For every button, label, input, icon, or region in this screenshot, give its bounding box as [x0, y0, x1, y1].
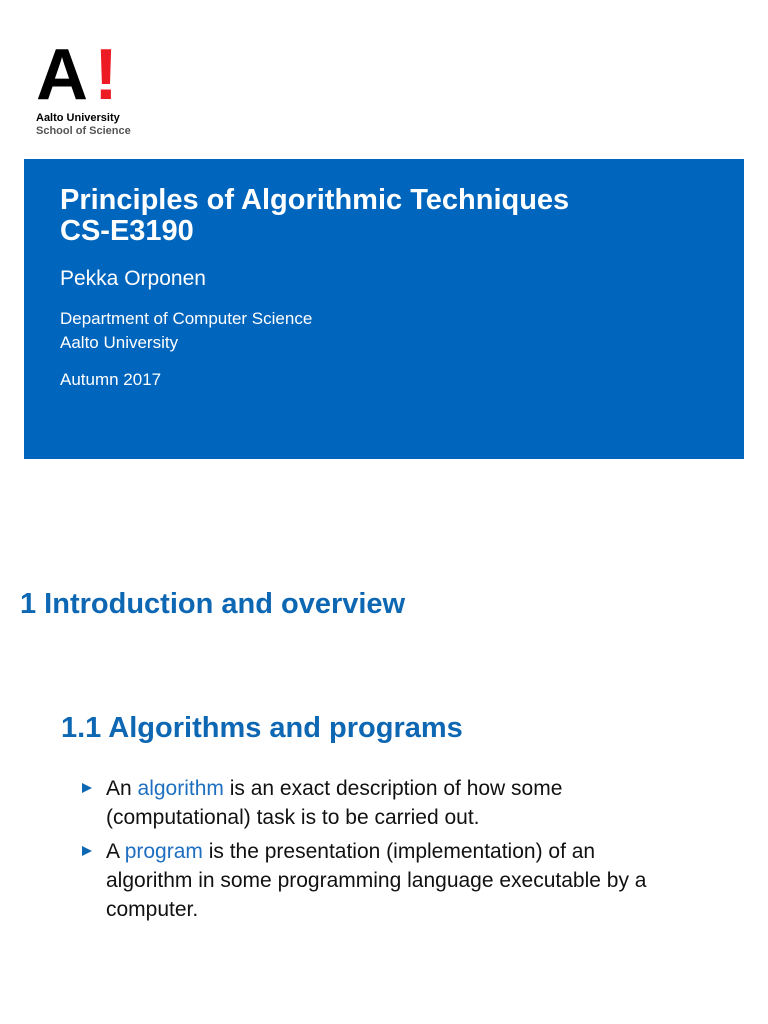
list-item: [82, 837, 722, 924]
aalto-logo: [36, 35, 156, 138]
bullet-line: [106, 774, 722, 803]
university: Aalto University: [60, 333, 179, 352]
title-line-2: CS-E3190: [60, 215, 194, 247]
section-heading: 1 Introduction and overview: [20, 588, 406, 620]
title-line-1: Principles of Algorithmic Techniques: [60, 184, 570, 216]
bullet-line: computer.: [106, 898, 199, 921]
slide-title: [60, 185, 569, 247]
bullet-line: (computational) task is to be carried out.: [106, 806, 480, 829]
bullet-line: [106, 837, 722, 866]
department: Department of Computer Science: [60, 309, 313, 328]
title-banner: [24, 159, 744, 459]
logo-letter-a: A: [36, 35, 86, 115]
bullet-list: [82, 774, 722, 929]
list-item: [82, 774, 722, 832]
bullet-text: is the presentation (implementation) of an: [202, 840, 596, 863]
logo-school-name: School of Science: [36, 125, 131, 137]
bullet-arrow-icon: [82, 846, 92, 856]
logo-exclamation: !: [94, 35, 118, 115]
author-name: Pekka Orponen: [60, 267, 206, 290]
bullet-text: An: [106, 777, 138, 800]
bullet-arrow-icon: [82, 783, 92, 793]
affiliation: [60, 307, 312, 355]
logo-mark: [36, 35, 156, 115]
bullet-text: A: [106, 840, 125, 863]
term-program: program: [124, 840, 203, 863]
bullet-text: is an exact description of how some: [223, 777, 563, 800]
subsection-heading: 1.1 Algorithms and programs: [61, 712, 463, 744]
bullet-line: algorithm in some programming language executable by a: [106, 869, 647, 892]
logo-university-name: Aalto University: [36, 112, 120, 124]
term-algorithm: algorithm: [137, 777, 224, 800]
term-date: Autumn 2017: [60, 370, 162, 389]
